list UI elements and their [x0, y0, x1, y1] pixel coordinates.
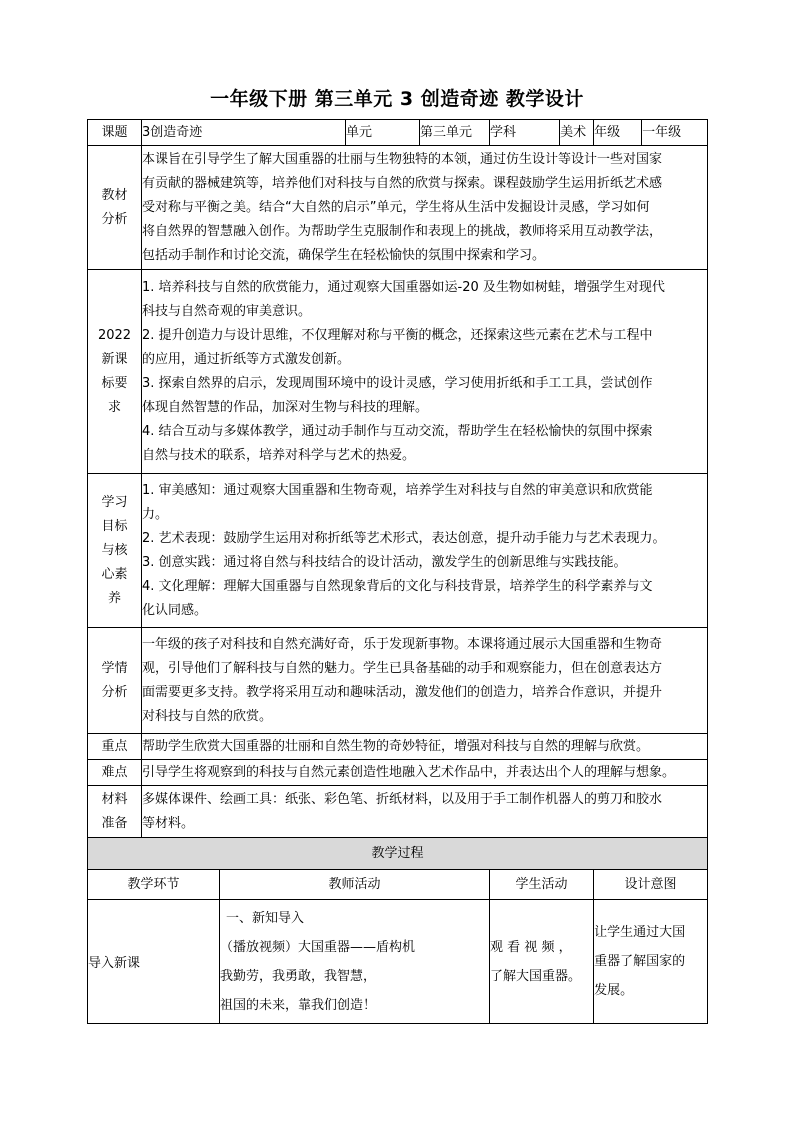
info-row	[88, 120, 708, 146]
lesson-value: 3创造奇迹	[142, 120, 346, 146]
section-content: 多媒体课件、绘画工具：纸张、彩色笔、折纸材料，以及用于手工制作机器人的剪刀和胶水 等材料。	[142, 786, 708, 838]
section-difficulties	[88, 760, 708, 786]
column-student: 学生活动	[490, 870, 594, 900]
column-teacher: 教师活动	[220, 870, 490, 900]
process-header: 教学过程	[88, 838, 708, 870]
section-label: 学情 分析	[88, 628, 142, 734]
grade-value: 一年级	[642, 120, 708, 146]
process-teacher-activity: 一、新知导入 （播放视频）大国重器——盾构机 我勤劳，我勇敢，我智慧， 祖国的未来，靠我们创造！	[220, 900, 490, 1024]
process-design-intent: 让学生通过大国 重器了解国家的 发展。	[594, 900, 708, 1024]
section-key-points	[88, 734, 708, 760]
unit-value: 第三单元	[420, 120, 490, 146]
section-label: 学习 目标 与核 心素 养	[88, 474, 142, 628]
process-columns-row	[88, 870, 708, 900]
section-content: 帮助学生欣赏大国重器的壮丽和自然生物的奇妙特征，增强对科技与自然的理解与欣赏。	[142, 734, 708, 760]
section-label: 材料 准备	[88, 786, 142, 838]
section-learning-goals	[88, 474, 708, 628]
subject-label: 学科	[490, 120, 560, 146]
process-row	[88, 900, 708, 1024]
section-label: 难点	[88, 760, 142, 786]
grade-label: 年级	[594, 120, 642, 146]
lesson-plan-table	[87, 119, 708, 1024]
process-stage: 导入新课	[88, 900, 220, 1024]
subject-value: 美术	[560, 120, 594, 146]
document-title: 一年级下册 第三单元 3 创造奇迹 教学设计	[210, 88, 584, 110]
section-textbook-analysis	[88, 146, 708, 270]
unit-label: 单元	[346, 120, 420, 146]
column-stage: 教学环节	[88, 870, 220, 900]
section-content: 1. 审美感知：通过观察大国重器和生物奇观，培养学生对科技与自然的审美意识和欣赏能 力。 2. 艺术表现：鼓励学生运用对称折纸等艺术形式，表达创意，提升动手能力与艺术表现力。 3. 创意实践：通过将自然与科技结合的设计活动，激发学生的创新思维与实践技能。 4. 文化理解：理解大国重器与自然现象背后的文化与科技背景，培养学生的科学素养与文 化认同感。	[142, 474, 708, 628]
process-student-activity: 观 看 视 频 ， 了解大国重器。	[490, 900, 594, 1024]
section-content: 本课旨在引导学生了解大国重器的壮丽与生物独特的本领，通过仿生设计等设计一些对国家 有贡献的器械建筑等，培养他们对科技与自然的欣赏与探索。课程鼓励学生运用折纸艺术感 受对称与平衡之美。结合“大自然的启示”单元，学生将从生活中发掘设计灵感，学习如何 将自然界的智慧融入创作。为帮助学生克服制作和表现上的挑战，教师将采用互动教学法， 包括动手制作和讨论交流，确保学生在轻松愉快的氛围中探索和学习。	[142, 146, 708, 270]
section-materials	[88, 786, 708, 838]
section-label: 重点	[88, 734, 142, 760]
section-curriculum-standard	[88, 270, 708, 474]
section-content: 1. 培养科技与自然的欣赏能力，通过观察大国重器如运-20 及生物如树蛙，增强学生对现代 科技与自然奇观的审美意识。 2. 提升创造力与设计思维，不仅理解对称与平衡的概念，还探索这些元素在艺术与工程中 的应用，通过折纸等方式激发创新。 3. 探索自然界的启示，发现周围环境中的设计灵感，学习使用折纸和手工工具，尝试创作 体现自然智慧的作品，加深对生物与科技的理解。 4. 结合互动与多媒体教学，通过动手制作与互动交流，帮助学生在轻松愉快的氛围中探索 自然与技术的联系，培养对科学与艺术的热爱。	[142, 270, 708, 474]
section-content: 引导学生将观察到的科技与自然元素创造性地融入艺术作品中，并表达出个人的理解与想象。	[142, 760, 708, 786]
process-header-row	[88, 838, 708, 870]
section-label: 教材 分析	[88, 146, 142, 270]
section-label: 2022 新课 标要 求	[88, 270, 142, 474]
section-content: 一年级的孩子对科技和自然充满好奇，乐于发现新事物。本课将通过展示大国重器和生物奇 观，引导他们了解科技与自然的魅力。学生已具备基础的动手和观察能力，但在创意表达方 面需要更多支持。教学将采用互动和趣味活动，激发他们的创造力，培养合作意识，并提升 对科技与自然的欣赏。	[142, 628, 708, 734]
column-intent: 设计意图	[594, 870, 708, 900]
lesson-label: 课题	[88, 120, 142, 146]
section-learner-analysis	[88, 628, 708, 734]
